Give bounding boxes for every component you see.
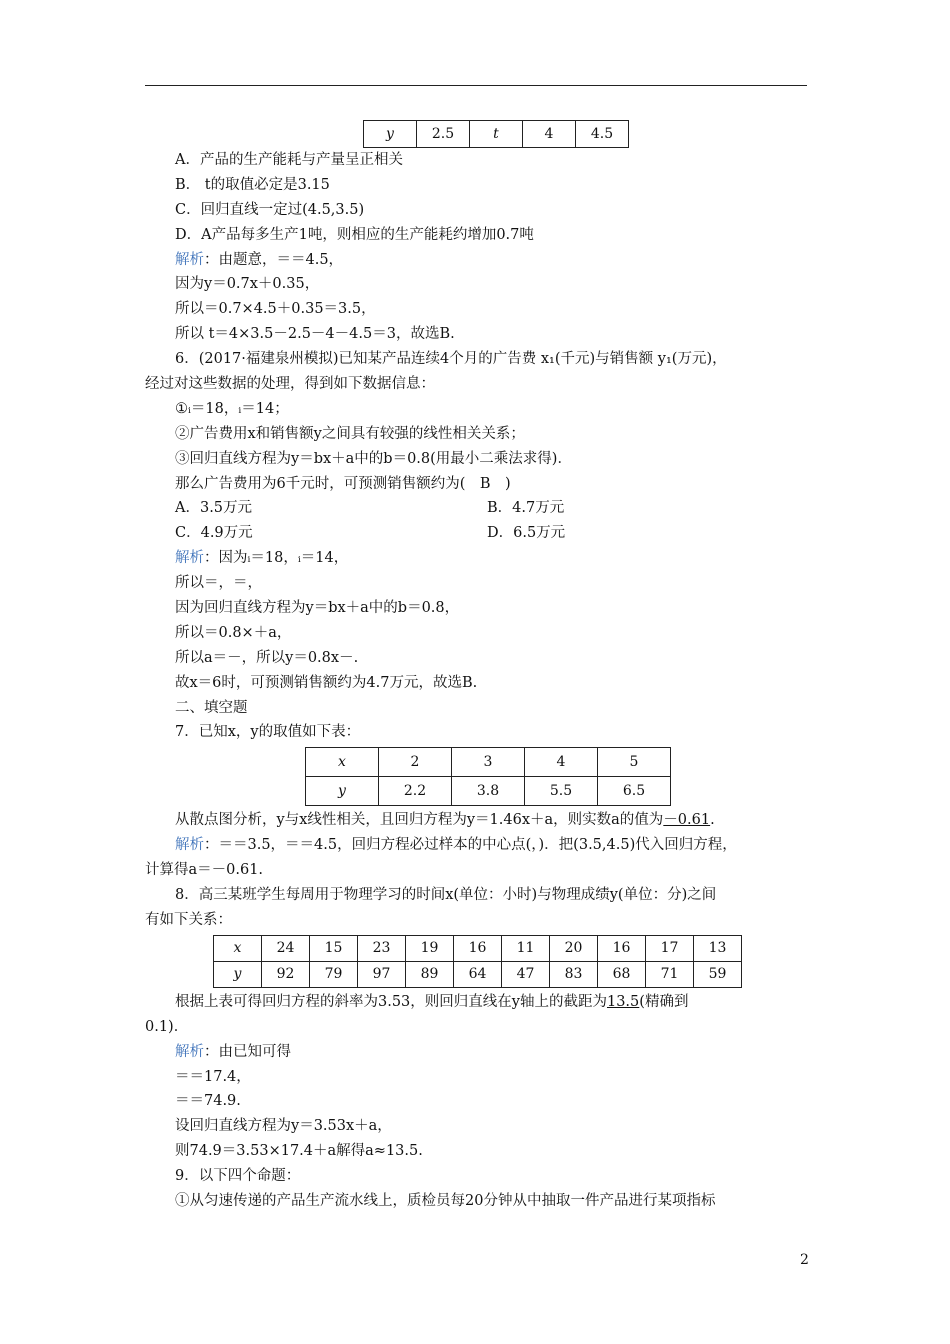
solution-label: 解析 (175, 251, 204, 268)
table-cell: 4 (523, 121, 576, 148)
section-heading: 二、填空题 (175, 699, 248, 716)
q6-solution-line: 因为回归直线方程为y＝bx＋a中的b＝0.8， (175, 600, 460, 617)
page-number: 2 (800, 1252, 809, 1268)
q6-stem-cont: 经过对这些数据的处理，得到如下数据信息： (145, 376, 435, 393)
q8-table (213, 935, 742, 988)
question-text: 从散点图分析，y与x线性相关，且回归方程为y＝1.46x＋a，则实数a的值为 (175, 812, 664, 829)
table-cell: x (306, 748, 379, 777)
table-cell: 4 (525, 748, 598, 777)
table-cell: 17 (646, 935, 694, 961)
table-cell: 5.5 (525, 777, 598, 806)
solution-label: 解析 (175, 1043, 204, 1060)
table-row (306, 777, 671, 806)
q8-question (145, 990, 807, 1015)
q6-option-a: A．3.5万元 (175, 500, 253, 517)
solution-text: ：因为ᵢ＝18，ᵢ＝14， (204, 550, 349, 567)
table-cell: 20 (550, 935, 598, 961)
table-cell: 83 (550, 961, 598, 987)
q8-solution-line: 则74.9＝3.53×17.4＋a解得a≈13.5. (175, 1143, 423, 1160)
q8-stem-cont: 有如下关系： (145, 911, 232, 928)
table-cell: 79 (310, 961, 358, 987)
q7-question (145, 808, 807, 833)
q5-solution-line: 所以＝0.7×4.5＋0.35＝3.5， (175, 301, 376, 318)
page-content (145, 120, 807, 1214)
table-cell: 2.2 (379, 777, 452, 806)
answer-blank: 13.5 (606, 993, 640, 1010)
q6-solution-line: 故x＝6时，可预测销售额约为4.7万元，故选B. (175, 674, 478, 691)
table-cell: 97 (358, 961, 406, 987)
q5-option-b: B． t的取值必定是3.15 (175, 176, 330, 193)
table-cell: 16 (598, 935, 646, 961)
q6-info-1: ①ᵢ＝18，ᵢ＝14； (175, 400, 289, 417)
q6-solution-line: 所以＝0.8×＋a， (175, 624, 292, 641)
q5-solution-line: 因为y＝0.7x＋0.35， (175, 276, 320, 293)
table-cell: 13 (694, 935, 742, 961)
header-rule (145, 85, 807, 86)
table-cell: y (306, 777, 379, 806)
question-text: 根据上表可得回归方程的斜率为3.53，则回归直线在y轴上的截距为 (175, 993, 607, 1010)
solution-text: ：由已知可得 (204, 1043, 291, 1060)
solution-text: ：由题意，＝＝4.5， (204, 251, 344, 268)
table-cell: 24 (262, 935, 310, 961)
table-cell: 5 (598, 748, 671, 777)
table-cell: 2 (379, 748, 452, 777)
q9-stem: 9．以下四个命题： (175, 1168, 301, 1185)
table-cell: 68 (598, 961, 646, 987)
answer-blank: －0.61 (663, 812, 711, 829)
q6-option-c: C．4.9万元 (175, 525, 253, 542)
table-cell: 92 (262, 961, 310, 987)
table-cell: 64 (454, 961, 502, 987)
table-cell: 59 (694, 961, 742, 987)
q6-solution-line: 所以＝，＝， (175, 575, 262, 592)
q6-option-d: D．6.5万元 (487, 525, 566, 542)
table-cell: 19 (406, 935, 454, 961)
q5-option-c: C．回归直线一定过(4.5,3.5) (175, 201, 365, 218)
table-row (214, 961, 742, 987)
table-cell: 23 (358, 935, 406, 961)
table-cell: 3.8 (452, 777, 525, 806)
table-cell: 11 (502, 935, 550, 961)
table-cell: x (214, 935, 262, 961)
q6-option-b: B．4.7万元 (487, 500, 565, 517)
table-row (214, 935, 742, 961)
q7-table (305, 747, 671, 806)
solution-label: 解析 (175, 550, 204, 567)
table-row (364, 121, 629, 148)
q8-solution-line: ＝＝17.4， (175, 1068, 251, 1085)
q5-option-d: D．A产品每多生产1吨，则相应的生产能耗约增加0.7吨 (175, 226, 534, 243)
table-cell: 16 (454, 935, 502, 961)
q5-solution (145, 248, 807, 273)
table-cell: 71 (646, 961, 694, 987)
q6-solution-line: 所以a＝－，所以y＝0.8x－. (175, 649, 359, 666)
q6-options-row (145, 496, 807, 521)
table-cell: 47 (502, 961, 550, 987)
q7-stem: 7．已知x，y的取值如下表： (175, 724, 361, 741)
table-cell: 15 (310, 935, 358, 961)
q8-solution-line: 设回归直线方程为y＝3.53x＋a， (175, 1118, 392, 1135)
table-cell: t (470, 121, 523, 148)
solution-label: 解析 (175, 837, 204, 854)
q9-item-1: ①从匀速传递的产品生产流水线上，质检员每20分钟从中抽取一件产品进行某项指标 (175, 1192, 716, 1209)
solution-text: ：＝＝3.5，＝＝4.5，回归方程必过样本的中心点(，)．把(3.5,4.5)代入回归方程， (204, 837, 737, 854)
table-cell: 89 (406, 961, 454, 987)
q6-stem: 6．(2017·福建泉州模拟)已知某产品连续4个月的广告费 x₁(千元)与销售额 y₁(万元)， (175, 351, 727, 368)
q8-solution-line: ＝＝74.9. (175, 1093, 241, 1110)
table-cell: y (364, 121, 417, 148)
q5-option-a: A．产品的生产能耗与产量呈正相关 (175, 152, 403, 168)
table-cell: 3 (452, 748, 525, 777)
question-text: (精确到 (639, 993, 689, 1010)
q6-question: 那么广告费用为6千元时，可预测销售额约为( B ) (175, 475, 511, 492)
data-table-top (363, 120, 629, 148)
q7-solution-line: 计算得a＝－0.61. (145, 862, 264, 879)
q8-solution (145, 1040, 807, 1065)
q6-options-row (145, 521, 807, 546)
q7-solution (145, 833, 807, 858)
table-cell: 6.5 (598, 777, 671, 806)
q8-question-cont: 0.1)． (145, 1018, 189, 1035)
q8-stem: 8．高三某班学生每周用于物理学习的时间x(单位：小时)与物理成绩y(单位：分)之间 (175, 887, 717, 904)
table-cell: 2.5 (417, 121, 470, 148)
table-cell: y (214, 961, 262, 987)
q5-solution-line: 所以 t＝4×3.5－2.5－4－4.5＝3，故选B. (175, 326, 455, 343)
question-text: . (710, 812, 715, 829)
q6-info-2: ②广告费用x和销售额y之间具有较强的线性相关关系； (175, 425, 525, 442)
table-row (306, 748, 671, 777)
q6-info-3: ③回归直线方程为y＝bx＋a中的b＝0.8(用最小二乘法求得)． (175, 450, 572, 467)
q6-solution (145, 546, 807, 571)
table-cell: 4.5 (576, 121, 629, 148)
